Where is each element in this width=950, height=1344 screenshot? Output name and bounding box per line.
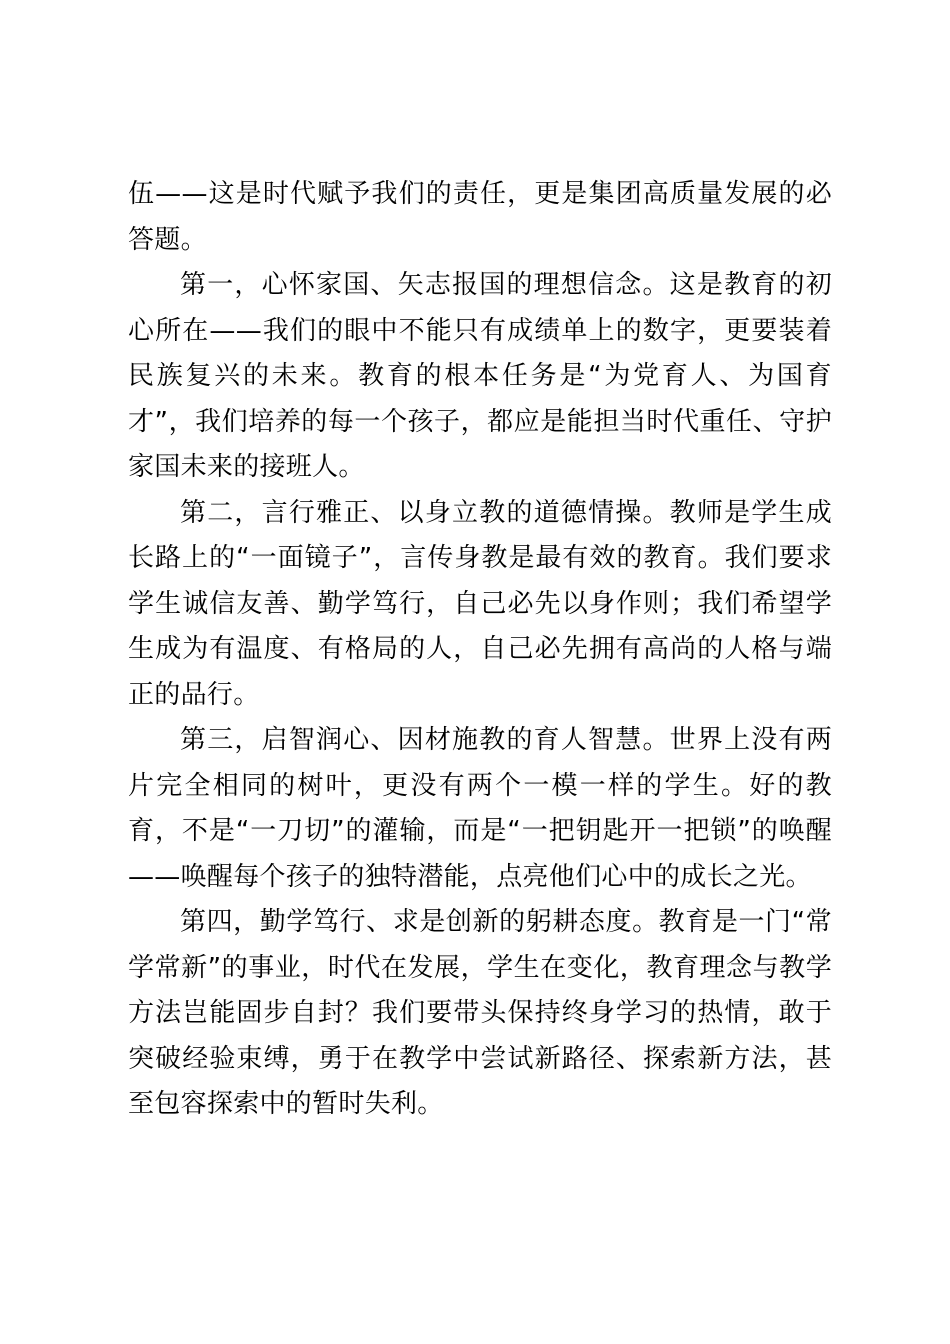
paragraph-continued: 伍——这是时代赋予我们的责任，更是集团高质量发展的必答题。	[128, 179, 832, 255]
paragraph-fourth-point: 第四，勤学笃行、求是创新的躬耕态度。教育是一门“常学常新”的事业，时代在发展，学生在变化，教育理念与教学方法岂能固步自封？我们要带头保持终身学习的热情，敢于突破经验束缚，勇于在教学中尝试新路径、探索新方法，甚至包容探索中的暂时失利。	[128, 907, 832, 1119]
paragraph-first-point: 第一，心怀家国、矢志报国的理想信念。这是教育的初心所在——我们的眼中不能只有成绩单上的数字，更要装着民族复兴的未来。教育的根本任务是“为党育人、为国育才”，我们培养的每一个孩子，都应是能担当时代重任、守护家国未来的接班人。	[128, 270, 832, 482]
paragraph-second-point: 第二，言行雅正、以身立教的道德情操。教师是学生成长路上的“一面镜子”，言传身教是最有效的教育。我们要求学生诚信友善、勤学笃行，自己必先以身作则；我们希望学生成为有温度、有格局的人，自己必先拥有高尚的人格与端正的品行。	[128, 497, 832, 710]
paragraph-third-point: 第三，启智润心、因材施教的育人智慧。世界上没有两片完全相同的树叶，更没有两个一模一样的学生。好的教育，不是“一刀切”的灌输，而是“一把钥匙开一把锁”的唤醒——唤醒每个孩子的独特潜能，点亮他们心中的成长之光。	[128, 725, 832, 892]
document-body	[128, 172, 832, 1128]
